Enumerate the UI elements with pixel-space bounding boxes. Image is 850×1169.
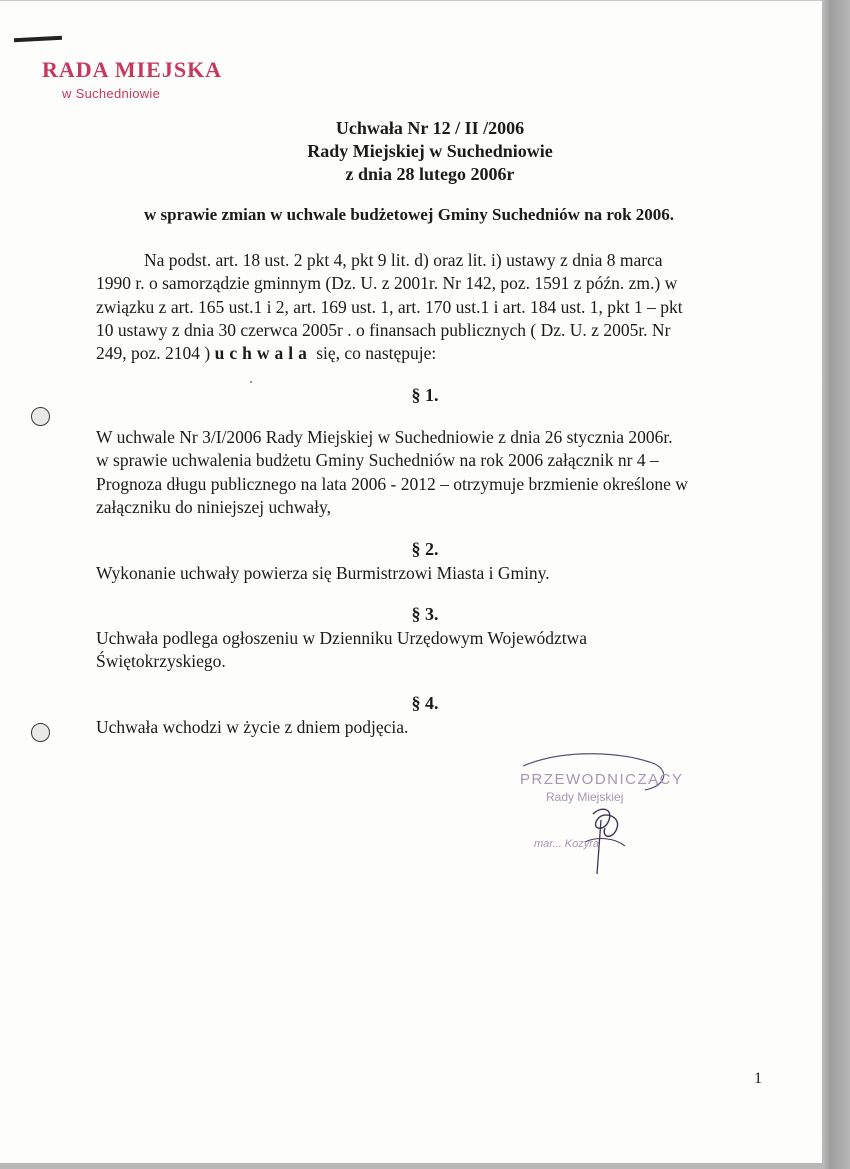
- section-2-heading: § 2.: [411, 539, 439, 559]
- resolution-number: Uchwała Nr 12 / II /2006: [335, 118, 525, 138]
- scanner-edge: [822, 0, 850, 1169]
- section-1-line: załączniku do niniejszej uchwały,: [96, 496, 332, 517]
- section-1-text: [96, 426, 688, 519]
- chairman-stamp: [520, 771, 684, 850]
- legal-basis-line: związku z art. 165 ust.1 i 2, art. 169 ust. 1, art. 170 ust.1 i art. 184 ust. 1, pkt 1 – pkt: [96, 296, 683, 317]
- chairman-stamp-title: PRZEWODNICZĄCY: [520, 771, 684, 788]
- punch-hole: [31, 407, 50, 426]
- section-4-heading: § 4.: [411, 693, 439, 713]
- section-1-line: W uchwale Nr 3/I/2006 Rady Miejskiej w Suchedniowie z dnia 26 stycznia 2006r.: [96, 427, 673, 447]
- section-3-text: [96, 627, 587, 674]
- legal-basis-text: się, co następuje:: [311, 343, 437, 364]
- chairman-stamp-council: Rady Miejskiej: [546, 790, 624, 804]
- section-2-text: [96, 562, 550, 585]
- council-name: Rady Miejskiej w Suchedniowie: [307, 141, 553, 161]
- enacts-word: uchwala: [214, 343, 312, 364]
- legal-basis-paragraph: [96, 249, 683, 365]
- section-3-line: Uchwała podlega ogłoszeniu w Dzienniku Urzędowym Województwa: [96, 628, 588, 648]
- section-1-line: Prognoza długu publicznego na lata 2006 - 2012 – otrzymuje brzmienie określone w: [96, 473, 688, 494]
- corner-mark: [14, 36, 62, 43]
- punch-hole: [31, 723, 50, 742]
- resolution-subject: w sprawie zmian w uchwale budżetowej Gminy Suchedniów na rok 2006.: [144, 205, 675, 224]
- section-1-heading: § 1.: [411, 385, 439, 405]
- council-stamp: [42, 59, 222, 100]
- legal-basis-line: 1990 r. o samorządzie gminnym (Dz. U. z 2001r. Nr 142, poz. 1591 z późn. zm.) w: [96, 273, 678, 294]
- resolution-date: z dnia 28 lutego 2006r: [345, 164, 515, 184]
- stamp-title: RADA MIEJSKA: [42, 57, 223, 82]
- section-3-line: Świętokrzyskiego.: [96, 651, 226, 672]
- section-4-line: Uchwała wchodzi w życie z dniem podjęcia.: [96, 717, 409, 737]
- section-3-heading: § 3.: [411, 604, 439, 624]
- legal-basis-line: Na podst. art. 18 ust. 2 pkt 4, pkt 9 lit. d) oraz lit. i) ustawy z dnia 8 marca: [144, 250, 663, 270]
- section-2-line: Wykonanie uchwały powierza się Burmistrzowi Miasta i Gminy.: [96, 563, 550, 583]
- legal-basis-line: [96, 342, 683, 365]
- scanner-bottom-edge: [0, 1163, 822, 1169]
- section-1-line: w sprawie uchwalenia budżetu Gminy Suchedniów na rok 2006 załącznik nr 4 –: [96, 450, 659, 471]
- chairman-stamp-name: mar... Kozyra: [534, 838, 599, 850]
- legal-basis-text: 249, poz. 2104 ): [96, 343, 215, 364]
- section-4-text: [96, 716, 408, 739]
- legal-basis-line: 10 ustawy z dnia 30 czerwca 2005r . o finansach publicznych ( Dz. U. z 2005r. Nr: [96, 319, 671, 340]
- scan-speck: [250, 381, 252, 383]
- stamp-subtitle: w Suchedniowie: [62, 86, 161, 101]
- page-number: 1: [754, 1070, 762, 1087]
